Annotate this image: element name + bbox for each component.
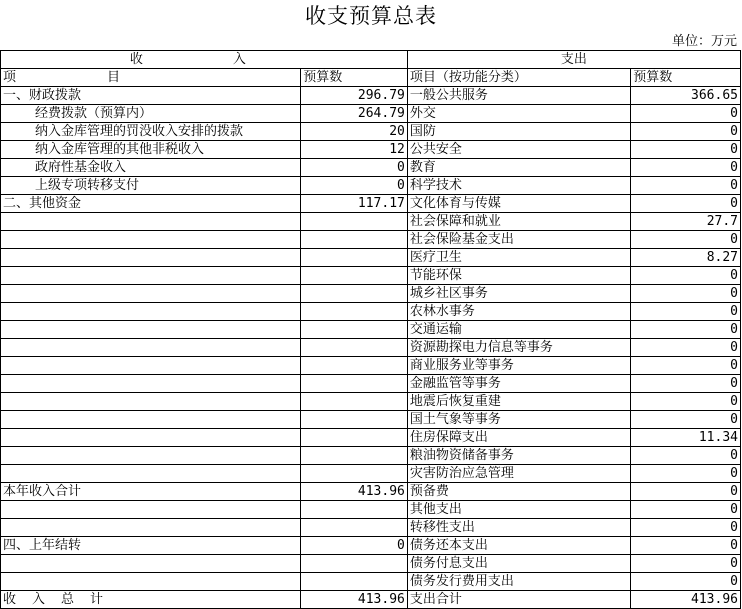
expense-value-cell: 0: [631, 555, 741, 573]
expense-value-cell: 0: [631, 537, 741, 555]
expense-value-cell: 11.34: [631, 429, 741, 447]
income-item-cell: 纳入金库管理的其他非税收入: [1, 141, 301, 159]
table-row: [1, 285, 741, 303]
income-value-cell: 264.79: [301, 105, 408, 123]
expense-item-cell: 外交: [407, 105, 630, 123]
income-value-cell: [301, 555, 408, 573]
expense-item-header: 项目（按功能分类）: [407, 69, 630, 87]
expense-item-cell: 公共安全: [407, 141, 630, 159]
income-value-cell: [301, 501, 408, 519]
column-header-row: [1, 69, 741, 87]
table-row: [1, 303, 741, 321]
expense-value-cell: 0: [631, 393, 741, 411]
income-value-cell: 0: [301, 537, 408, 555]
table-row: [1, 231, 741, 249]
table-row: [1, 159, 741, 177]
table-row: [1, 483, 741, 501]
table-row: [1, 249, 741, 267]
expense-value-cell: 8.27: [631, 249, 741, 267]
income-value-cell: [301, 321, 408, 339]
expense-value-cell: 0: [631, 177, 741, 195]
income-item-cell: [1, 501, 301, 519]
income-item-cell: [1, 465, 301, 483]
income-value-cell: [301, 573, 408, 591]
expense-value-cell: 0: [631, 267, 741, 285]
income-item-cell: [1, 573, 301, 591]
expense-total-value: 413.96: [631, 591, 741, 609]
expense-value-cell: 0: [631, 375, 741, 393]
expense-value-cell: 0: [631, 465, 741, 483]
table-row: [1, 177, 741, 195]
expense-item-cell: 社会保险基金支出: [407, 231, 630, 249]
income-value-cell: 0: [301, 177, 408, 195]
income-value-cell: [301, 357, 408, 375]
expense-budget-header: 预算数: [631, 69, 741, 87]
income-item-cell: 上级专项转移支付: [1, 177, 301, 195]
income-value-cell: 12: [301, 141, 408, 159]
income-total-label: 收入总计: [1, 591, 301, 609]
income-value-cell: [301, 339, 408, 357]
expense-value-cell: 366.65: [631, 87, 741, 105]
expense-value-cell: 0: [631, 321, 741, 339]
expense-item-cell: 债务还本支出: [407, 537, 630, 555]
expense-item-cell: 预备费: [407, 483, 630, 501]
expense-item-cell: 地震后恢复重建: [407, 393, 630, 411]
income-section-header: 收入: [1, 51, 408, 69]
table-title: 收支预算总表: [305, 4, 437, 28]
expense-value-cell: 0: [631, 447, 741, 465]
expense-item-cell: 城乡社区事务: [407, 285, 630, 303]
expense-item-cell: 粮油物资储备事务: [407, 447, 630, 465]
table-row: [1, 411, 741, 429]
table-row: [1, 141, 741, 159]
table-row: [1, 87, 741, 105]
expense-item-cell: 节能环保: [407, 267, 630, 285]
expense-item-cell: 转移性支出: [407, 519, 630, 537]
expense-value-cell: 0: [631, 483, 741, 501]
income-item-cell: [1, 213, 301, 231]
income-value-cell: [301, 411, 408, 429]
income-item-cell: [1, 393, 301, 411]
unit-label: 单位：万元: [671, 34, 737, 49]
expense-item-cell: 国防: [407, 123, 630, 141]
income-value-cell: 413.96: [301, 483, 408, 501]
table-row: [1, 267, 741, 285]
income-item-cell: [1, 303, 301, 321]
income-item-header: 项 目: [1, 69, 301, 87]
expense-item-cell: 商业服务业等事务: [407, 357, 630, 375]
expense-item-cell: 其他支出: [407, 501, 630, 519]
income-item-cell: [1, 429, 301, 447]
table-row: [1, 501, 741, 519]
income-value-cell: 20: [301, 123, 408, 141]
income-item-cell: [1, 375, 301, 393]
table-row: [1, 537, 741, 555]
expense-item-cell: 文化体育与传媒: [407, 195, 630, 213]
income-item-cell: 本年收入合计: [1, 483, 301, 501]
income-item-cell: [1, 249, 301, 267]
income-value-cell: [301, 303, 408, 321]
income-item-cell: [1, 447, 301, 465]
table-row: [1, 447, 741, 465]
expense-item-cell: 社会保障和就业: [407, 213, 630, 231]
expense-value-cell: 0: [631, 357, 741, 375]
expense-value-cell: 0: [631, 501, 741, 519]
table-row: [1, 105, 741, 123]
table-row: [1, 429, 741, 447]
expense-item-cell: 灾害防治应急管理: [407, 465, 630, 483]
expense-value-cell: 0: [631, 141, 741, 159]
income-item-cell: 四、上年结转: [1, 537, 301, 555]
table-row: [1, 339, 741, 357]
table-row: [1, 213, 741, 231]
income-item-cell: 政府性基金收入: [1, 159, 301, 177]
expense-value-cell: 0: [631, 195, 741, 213]
income-item-cell: 二、其他资金: [1, 195, 301, 213]
expense-value-cell: 0: [631, 123, 741, 141]
income-value-cell: [301, 249, 408, 267]
expense-item-cell: 医疗卫生: [407, 249, 630, 267]
expense-value-cell: 0: [631, 285, 741, 303]
income-item-cell: 纳入金库管理的罚没收入安排的拨款: [1, 123, 301, 141]
income-item-cell: [1, 285, 301, 303]
expense-item-cell: 资源勘探电力信息等事务: [407, 339, 630, 357]
expense-value-cell: 0: [631, 105, 741, 123]
income-budget-header: 预算数: [301, 69, 408, 87]
expense-value-cell: 0: [631, 519, 741, 537]
table-row: [1, 555, 741, 573]
income-value-cell: 296.79: [301, 87, 408, 105]
section-header-row: [1, 51, 741, 69]
table-row: [1, 519, 741, 537]
table-row: [1, 195, 741, 213]
expense-item-cell: 一般公共服务: [407, 87, 630, 105]
income-value-cell: [301, 285, 408, 303]
expense-item-cell: 教育: [407, 159, 630, 177]
expense-value-cell: 0: [631, 159, 741, 177]
expense-total-label: 支出合计: [407, 591, 630, 609]
income-value-cell: 117.17: [301, 195, 408, 213]
expense-value-cell: 27.7: [631, 213, 741, 231]
income-value-cell: [301, 465, 408, 483]
income-item-cell: [1, 231, 301, 249]
expense-value-cell: 0: [631, 411, 741, 429]
table-row: [1, 357, 741, 375]
table-row: [1, 573, 741, 591]
table-row: [1, 123, 741, 141]
table-row: [1, 465, 741, 483]
income-item-cell: [1, 519, 301, 537]
income-value-cell: [301, 267, 408, 285]
income-value-cell: [301, 375, 408, 393]
expense-item-cell: 交通运输: [407, 321, 630, 339]
income-item-cell: [1, 267, 301, 285]
income-value-cell: [301, 231, 408, 249]
expense-item-cell: 住房保障支出: [407, 429, 630, 447]
income-value-cell: [301, 393, 408, 411]
table-row: [1, 393, 741, 411]
income-value-cell: [301, 213, 408, 231]
income-value-cell: [301, 429, 408, 447]
expense-item-cell: 科学技术: [407, 177, 630, 195]
expense-item-cell: 农林水事务: [407, 303, 630, 321]
income-item-cell: [1, 357, 301, 375]
table-row: [1, 375, 741, 393]
expense-item-cell: 国土气象等事务: [407, 411, 630, 429]
expense-value-cell: 0: [631, 231, 741, 249]
income-value-cell: [301, 519, 408, 537]
expense-value-cell: 0: [631, 303, 741, 321]
budget-table: [0, 50, 741, 609]
income-value-cell: [301, 447, 408, 465]
expense-section-header: 支出: [407, 51, 740, 69]
income-total-value: 413.96: [301, 591, 408, 609]
income-item-cell: 一、财政拨款: [1, 87, 301, 105]
expense-item-cell: 债务付息支出: [407, 555, 630, 573]
income-item-cell: 经费拨款（预算内）: [1, 105, 301, 123]
expense-item-cell: 债务发行费用支出: [407, 573, 630, 591]
income-item-cell: [1, 411, 301, 429]
income-item-cell: [1, 555, 301, 573]
income-value-cell: 0: [301, 159, 408, 177]
total-row: [1, 591, 741, 609]
income-item-cell: [1, 339, 301, 357]
table-row: [1, 321, 741, 339]
expense-value-cell: 0: [631, 339, 741, 357]
expense-value-cell: 0: [631, 573, 741, 591]
income-item-cell: [1, 321, 301, 339]
expense-item-cell: 金融监管等事务: [407, 375, 630, 393]
